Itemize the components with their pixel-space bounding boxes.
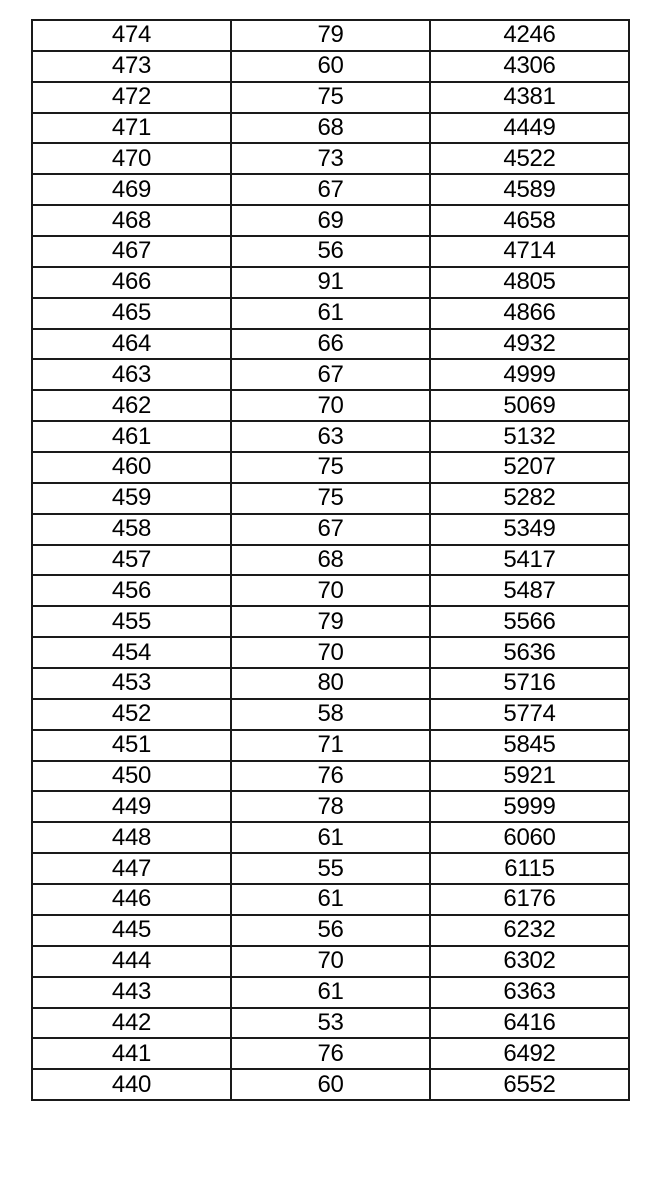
cell-col-1: 444	[32, 946, 231, 977]
table-row	[32, 1038, 629, 1069]
cell-col-1: 467	[32, 236, 231, 267]
cell-col-3: 4866	[430, 298, 629, 329]
table-row	[32, 545, 629, 576]
cell-col-1: 461	[32, 421, 231, 452]
cell-col-3: 5132	[430, 421, 629, 452]
cell-col-2: 63	[231, 421, 430, 452]
cell-col-3: 6302	[430, 946, 629, 977]
cell-col-2: 60	[231, 51, 430, 82]
table-row	[32, 174, 629, 205]
table-row	[32, 699, 629, 730]
table-row	[32, 452, 629, 483]
table-row	[32, 606, 629, 637]
cell-col-1: 459	[32, 483, 231, 514]
cell-col-3: 4522	[430, 143, 629, 174]
table-row	[32, 1069, 629, 1100]
cell-col-3: 5282	[430, 483, 629, 514]
cell-col-2: 75	[231, 82, 430, 113]
table-row	[32, 298, 629, 329]
table-row	[32, 977, 629, 1008]
cell-col-1: 474	[32, 20, 231, 51]
cell-col-2: 79	[231, 20, 430, 51]
cell-col-3: 6552	[430, 1069, 629, 1100]
cell-col-1: 458	[32, 514, 231, 545]
cell-col-2: 70	[231, 390, 430, 421]
table-row	[32, 82, 629, 113]
cell-col-1: 445	[32, 915, 231, 946]
data-table	[31, 19, 630, 1101]
cell-col-3: 4658	[430, 205, 629, 236]
cell-col-2: 79	[231, 606, 430, 637]
cell-col-1: 454	[32, 637, 231, 668]
cell-col-1: 441	[32, 1038, 231, 1069]
cell-col-1: 463	[32, 359, 231, 390]
table-row	[32, 853, 629, 884]
cell-col-1: 466	[32, 267, 231, 298]
table-row	[32, 143, 629, 174]
table-row	[32, 236, 629, 267]
cell-col-3: 6115	[430, 853, 629, 884]
table-row	[32, 575, 629, 606]
cell-col-2: 66	[231, 329, 430, 360]
cell-col-3: 6416	[430, 1008, 629, 1039]
cell-col-3: 5069	[430, 390, 629, 421]
cell-col-1: 450	[32, 761, 231, 792]
cell-col-3: 5349	[430, 514, 629, 545]
table-row	[32, 421, 629, 452]
cell-col-1: 465	[32, 298, 231, 329]
table-row	[32, 267, 629, 298]
cell-col-3: 4246	[430, 20, 629, 51]
table-row	[32, 915, 629, 946]
table-row	[32, 668, 629, 699]
cell-col-3: 5487	[430, 575, 629, 606]
cell-col-1: 455	[32, 606, 231, 637]
cell-col-3: 4306	[430, 51, 629, 82]
table-row	[32, 51, 629, 82]
cell-col-3: 6176	[430, 884, 629, 915]
table-row	[32, 329, 629, 360]
cell-col-2: 67	[231, 514, 430, 545]
table-row	[32, 514, 629, 545]
cell-col-2: 61	[231, 977, 430, 1008]
cell-col-2: 75	[231, 452, 430, 483]
cell-col-2: 68	[231, 113, 430, 144]
cell-col-2: 68	[231, 545, 430, 576]
cell-col-1: 460	[32, 452, 231, 483]
cell-col-2: 56	[231, 915, 430, 946]
cell-col-1: 448	[32, 822, 231, 853]
table-row	[32, 946, 629, 977]
cell-col-2: 91	[231, 267, 430, 298]
table-row	[32, 761, 629, 792]
cell-col-2: 76	[231, 761, 430, 792]
cell-col-3: 4589	[430, 174, 629, 205]
cell-col-3: 5716	[430, 668, 629, 699]
cell-col-1: 447	[32, 853, 231, 884]
cell-col-3: 4805	[430, 267, 629, 298]
cell-col-3: 5566	[430, 606, 629, 637]
cell-col-3: 4381	[430, 82, 629, 113]
cell-col-2: 55	[231, 853, 430, 884]
cell-col-1: 457	[32, 545, 231, 576]
cell-col-3: 6363	[430, 977, 629, 1008]
cell-col-2: 70	[231, 575, 430, 606]
table-row	[32, 205, 629, 236]
cell-col-3: 6492	[430, 1038, 629, 1069]
cell-col-1: 473	[32, 51, 231, 82]
cell-col-1: 469	[32, 174, 231, 205]
cell-col-1: 462	[32, 390, 231, 421]
table-row	[32, 359, 629, 390]
cell-col-3: 5845	[430, 730, 629, 761]
cell-col-1: 472	[32, 82, 231, 113]
cell-col-2: 61	[231, 884, 430, 915]
cell-col-3: 5417	[430, 545, 629, 576]
cell-col-2: 56	[231, 236, 430, 267]
cell-col-1: 470	[32, 143, 231, 174]
cell-col-2: 61	[231, 298, 430, 329]
cell-col-3: 5636	[430, 637, 629, 668]
table-row	[32, 483, 629, 514]
cell-col-2: 70	[231, 946, 430, 977]
cell-col-1: 456	[32, 575, 231, 606]
table-row	[32, 1008, 629, 1039]
cell-col-1: 471	[32, 113, 231, 144]
cell-col-1: 442	[32, 1008, 231, 1039]
cell-col-1: 449	[32, 791, 231, 822]
cell-col-2: 60	[231, 1069, 430, 1100]
cell-col-3: 4999	[430, 359, 629, 390]
table-body	[32, 20, 629, 1100]
cell-col-3: 4714	[430, 236, 629, 267]
table-row	[32, 884, 629, 915]
cell-col-3: 5999	[430, 791, 629, 822]
cell-col-2: 80	[231, 668, 430, 699]
cell-col-2: 58	[231, 699, 430, 730]
cell-col-2: 76	[231, 1038, 430, 1069]
cell-col-1: 451	[32, 730, 231, 761]
cell-col-1: 443	[32, 977, 231, 1008]
cell-col-1: 468	[32, 205, 231, 236]
table-row	[32, 822, 629, 853]
cell-col-1: 446	[32, 884, 231, 915]
cell-col-2: 75	[231, 483, 430, 514]
cell-col-2: 73	[231, 143, 430, 174]
cell-col-2: 78	[231, 791, 430, 822]
table-row	[32, 791, 629, 822]
table-row	[32, 730, 629, 761]
cell-col-2: 61	[231, 822, 430, 853]
cell-col-2: 53	[231, 1008, 430, 1039]
cell-col-1: 453	[32, 668, 231, 699]
cell-col-3: 4932	[430, 329, 629, 360]
table-row	[32, 113, 629, 144]
cell-col-2: 67	[231, 359, 430, 390]
table-row	[32, 390, 629, 421]
cell-col-3: 5921	[430, 761, 629, 792]
cell-col-2: 70	[231, 637, 430, 668]
cell-col-1: 452	[32, 699, 231, 730]
cell-col-3: 6060	[430, 822, 629, 853]
cell-col-1: 440	[32, 1069, 231, 1100]
cell-col-3: 6232	[430, 915, 629, 946]
cell-col-2: 67	[231, 174, 430, 205]
cell-col-3: 4449	[430, 113, 629, 144]
cell-col-1: 464	[32, 329, 231, 360]
table-row	[32, 637, 629, 668]
cell-col-2: 71	[231, 730, 430, 761]
cell-col-3: 5207	[430, 452, 629, 483]
cell-col-3: 5774	[430, 699, 629, 730]
cell-col-2: 69	[231, 205, 430, 236]
table-row	[32, 20, 629, 51]
